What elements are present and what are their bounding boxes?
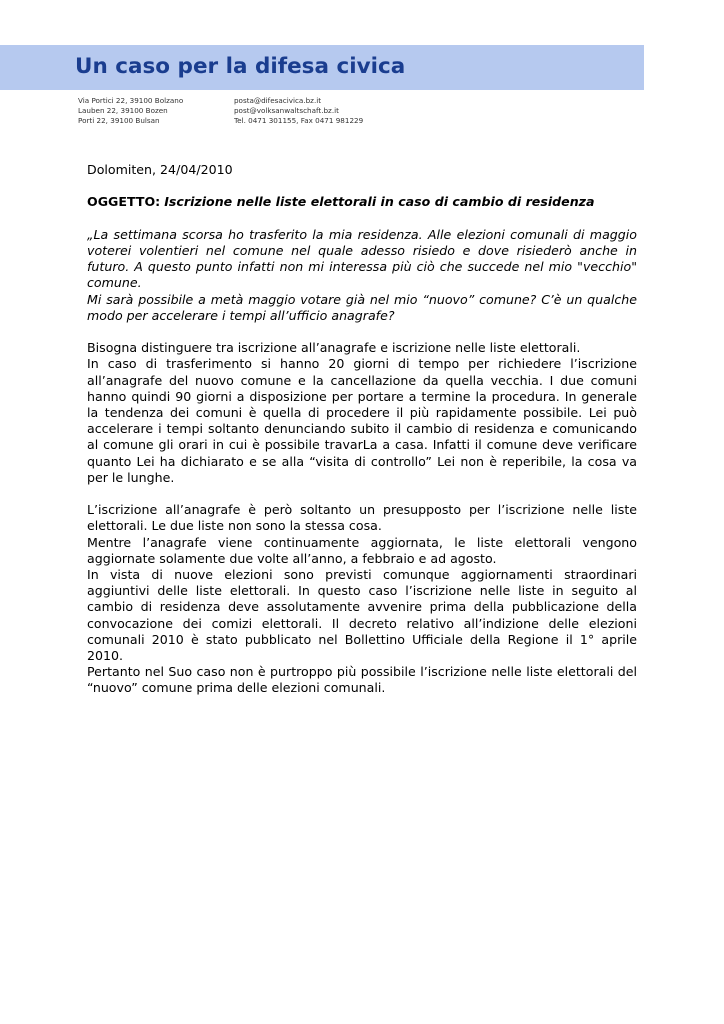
address-block-left (78, 96, 183, 124)
reader-question: Mi sarà possibile a metà maggio votare già nel mio “nuovo” comune? C’è un qualche modo per accelerare i tempi all’ufficio anagrafe? (87, 291, 637, 323)
letter-body (87, 162, 637, 697)
address-line: Porti 22, 39100 Bulsan (78, 116, 160, 124)
contact-block-right (234, 96, 363, 124)
reader-question: „La settimana scorsa ho trasferito la mia residenza. Alle elezioni comunali di maggio voterei volentieri nel comune nel quale adesso risiedo e dove risiederò anche in futuro. A questo punto infatti non mi interessa più ciò che succede nel mio "vecchio" comune. (87, 226, 637, 291)
answer-paragraph: Bisogna distinguere tra iscrizione all’anagrafe e iscrizione nelle liste elettorali. (87, 340, 581, 356)
answer-paragraph: Pertanto nel Suo caso non è purtroppo più possibile l’iscrizione nelle liste elettorali del “nuovo” comune prima delle elezioni comunali. (87, 664, 637, 696)
date-line: Dolomiten, 24/04/2010 (87, 162, 233, 177)
answer-paragraph: In caso di trasferimento si hanno 20 giorni di tempo per richiedere l’iscrizione all’anagrafe del nuovo comune e la cancellazione da quella vecchia. I due comuni hanno quindi 90 giorni a disposizione per portare a termine la procedura. In generale la tendenza dei comuni è quella di procedere il più rapidamente possibile. Lei può accelerare i tempi soltanto denunciando subito il cambio di residenza e comunicando al comune gli orari in cui è possibile travarLa a casa. Infatti il comune deve verificare quanto Lei ha dichiarato e se alla “visita di controllo” Lei non è reperibile, la cosa va per le lunghe. (87, 356, 637, 485)
address-line: Lauben 22, 39100 Bozen (78, 106, 168, 115)
page-title: Un caso per la difesa civica (75, 54, 406, 79)
subject-line (87, 194, 637, 210)
answer-paragraph: L’iscrizione all’anagrafe è però soltanto un presupposto per l’iscrizione nelle liste elettorali. Le due liste non sono la stessa cosa. (87, 502, 637, 534)
email-link[interactable]: posta@difesacivica.bz.it (234, 96, 322, 105)
email-link[interactable]: post@volksanwaltschaft.bz.it (234, 106, 339, 115)
answer-paragraph: In vista di nuove elezioni sono previsti comunque aggiornamenti straordinari aggiuntivi delle liste elettorali. In questo caso l’iscrizione nelle liste in seguito al cambio di residenza deve assolutamente avvenire prima della pubblicazione della convocazione dei comizi elettorali. Il decreto relativo all’indizione delle elezioni comunali 2010 è stato pubblicato nel Bollettino Ufficiale della Regione il 1° aprile 2010. (87, 567, 637, 664)
answer-paragraph: Mentre l’anagrafe viene continuamente aggiornata, le liste elettorali vengono aggiornate solamente due volte all’anno, a febbraio e ad agosto. (87, 534, 637, 566)
address-line: Via Portici 22, 39100 Bolzano (78, 96, 184, 105)
phone-fax-line: Tel. 0471 301155, Fax 0471 981229 (234, 116, 364, 124)
subject-text: Iscrizione nelle liste elettorali in caso di cambio di residenza (164, 194, 595, 210)
subject-label: OGGETTO: (87, 194, 161, 210)
